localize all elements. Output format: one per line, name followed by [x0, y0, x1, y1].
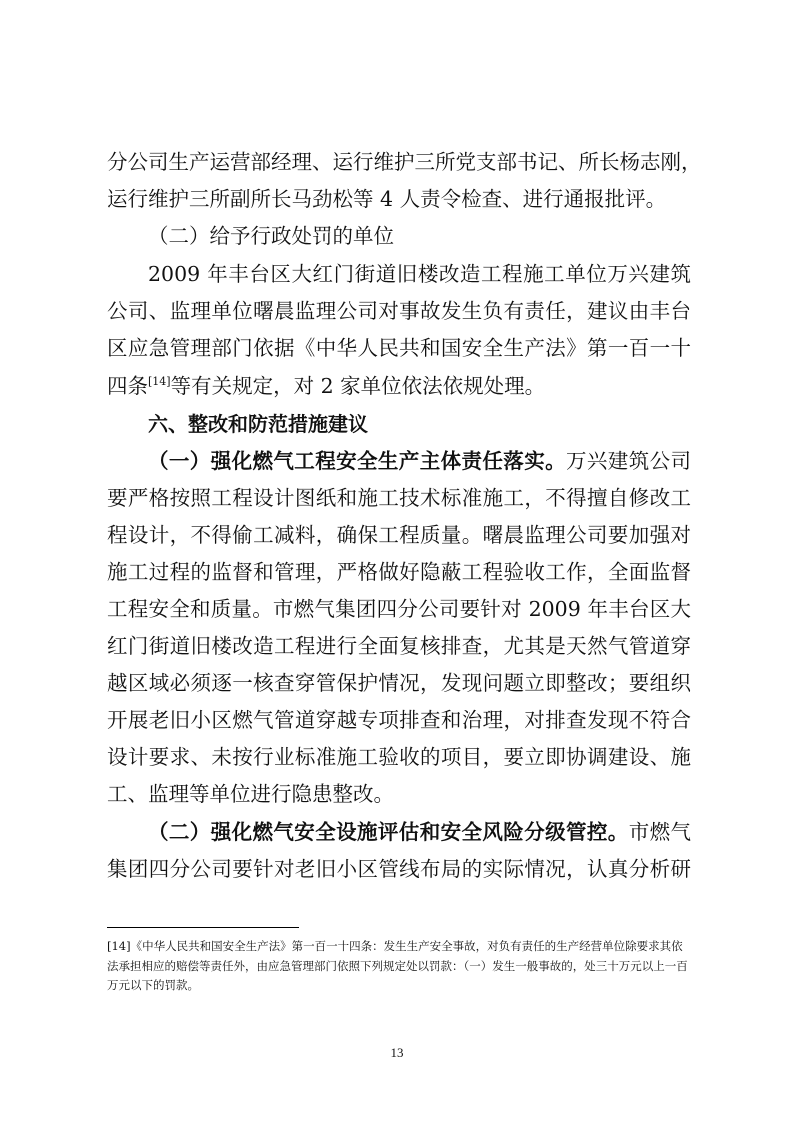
text-fragment: 四条 [107, 374, 148, 398]
paragraph-line: 工、监理等单位进行隐患整改。 [107, 782, 394, 806]
text-fragment: 等有关规定，对 2 家单位依法依规处理。 [170, 374, 546, 398]
item-lead-sentence: （二）强化燃气安全设施评估和安全风险分级管控。 [148, 820, 629, 844]
paragraph-line: 工程安全和质量。市燃气集团四分公司要针对 2009 年丰台区大 [107, 597, 691, 621]
paragraph-line: 2009 年丰台区大红门街道旧楼改造工程施工单位万兴建筑 [148, 262, 691, 286]
text-fragment: 万兴建筑公司 [566, 449, 691, 473]
paragraph-line: 开展老旧小区燃气管道穿越专项排查和治理，对排查发现不符合 [107, 708, 691, 732]
paragraph-line: 公司、监理单位曙晨监理公司对事故发生负有责任，建议由丰台 [107, 299, 691, 323]
text-fragment: 市燃气 [628, 820, 692, 844]
footnote: [14]《中华人民共和国安全生产法》第一百一十四条：发生生产安全事故，对负有责任的生产经营单位除要求其依法承担相应的赔偿等责任外，由应急管理部门依照下列规定处以罚款：（一）发生一般事故的，处三十万元以上一百万元以下的罚款。 [107, 939, 688, 992]
subheading-admin-penalty: （二）给予行政处罚的单位 [148, 224, 394, 248]
paragraph-line: 要严格按照工程设计图纸和施工技术标准施工，不得擅自修改工 [107, 486, 691, 510]
paragraph-line: 运行维护三所副所长马劲松等 4 人责令检查、进行通报批评。 [107, 187, 667, 211]
paragraph-line: 区应急管理部门依据《中华人民共和国安全生产法》第一百一十 [107, 336, 691, 360]
footnote-reference[interactable]: [14] [148, 375, 171, 388]
paragraph-line: 越区域必须逐一核查穿管保护情况，发现问题立即整改；要组织 [107, 671, 691, 695]
paragraph-line: 设计要求、未按行业标准施工验收的项目，要立即协调建设、施 [107, 745, 691, 769]
paragraph-line [107, 443, 691, 480]
paragraph-line: 施工过程的监督和管理，严格做好隐蔽工程验收工作，全面监督 [107, 560, 691, 584]
paragraph-line: 程设计，不得偷工减料，确保工程质量。曙晨监理公司要加强对 [107, 523, 691, 547]
page-number: 13 [390, 1045, 404, 1060]
paragraph-line: 分公司生产运营部经理、运行维护三所党支部书记、所长杨志刚， [107, 150, 702, 174]
footnote-separator [107, 927, 299, 928]
item-lead-sentence: （一）强化燃气工程安全生产主体责任落实。 [148, 449, 566, 473]
paragraph-line: 红门街道旧楼改造工程进行全面复核排查，尤其是天然气管道穿 [107, 634, 691, 658]
paragraph-line: 集团四分公司要针对老旧小区管线布局的实际情况，认真分析研 [107, 857, 691, 881]
paragraph-line [107, 368, 691, 405]
section-heading: 六、整改和防范措施建议 [148, 412, 368, 436]
paragraph-line [107, 814, 691, 851]
